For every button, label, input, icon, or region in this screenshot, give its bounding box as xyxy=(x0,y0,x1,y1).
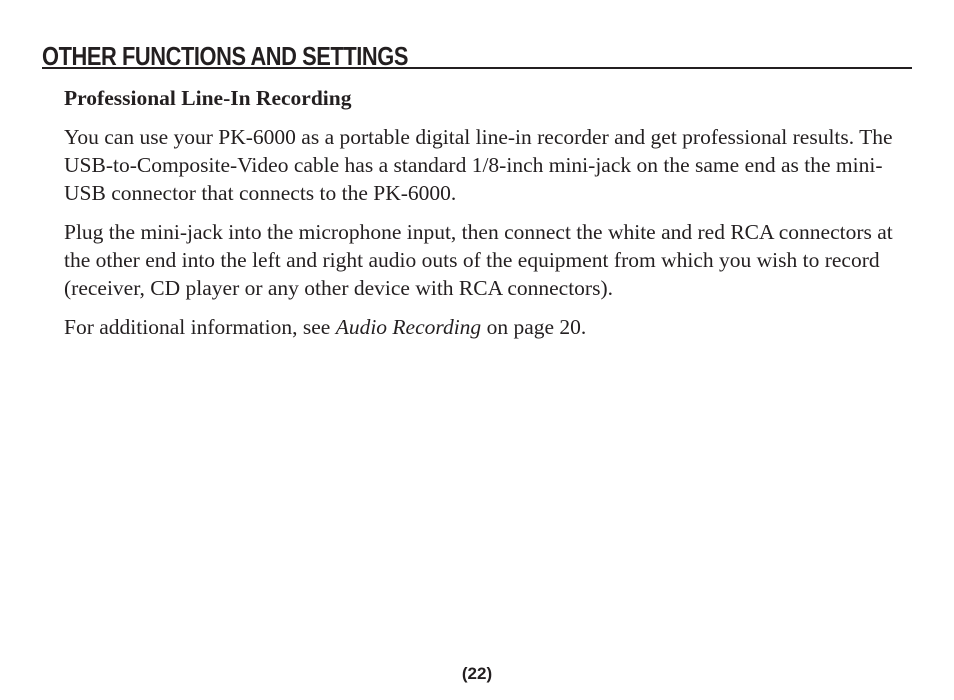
paragraph-instructions: Plug the mini-jack into the microphone input, then connect the white and red RCA connectors at the other end into the left and right audio outs of the equipment from which you wish to record (receiver, CD player or any other device with RCA connectors). xyxy=(64,220,893,300)
additional-info-suffix: on page 20. xyxy=(481,315,587,339)
page-number: (22) xyxy=(461,664,493,683)
audio-recording-reference: Audio Recording xyxy=(335,315,482,339)
content-body xyxy=(64,84,924,352)
additional-info-prefix: For additional information, see xyxy=(64,315,336,339)
subheading: Professional Line-In Recording xyxy=(64,86,352,110)
paragraph-additional-info xyxy=(64,313,924,341)
page-title: OTHER FUNCTIONS AND SETTINGS xyxy=(42,41,409,71)
paragraph-intro: You can use your PK-6000 as a portable digital line-in recorder and get professional results. The USB-to-Composite-Video cable has a standard 1/8-inch mini-jack on the same end as the mini-USB connector that connects to the PK-6000. xyxy=(64,125,893,205)
section-header xyxy=(42,38,912,69)
